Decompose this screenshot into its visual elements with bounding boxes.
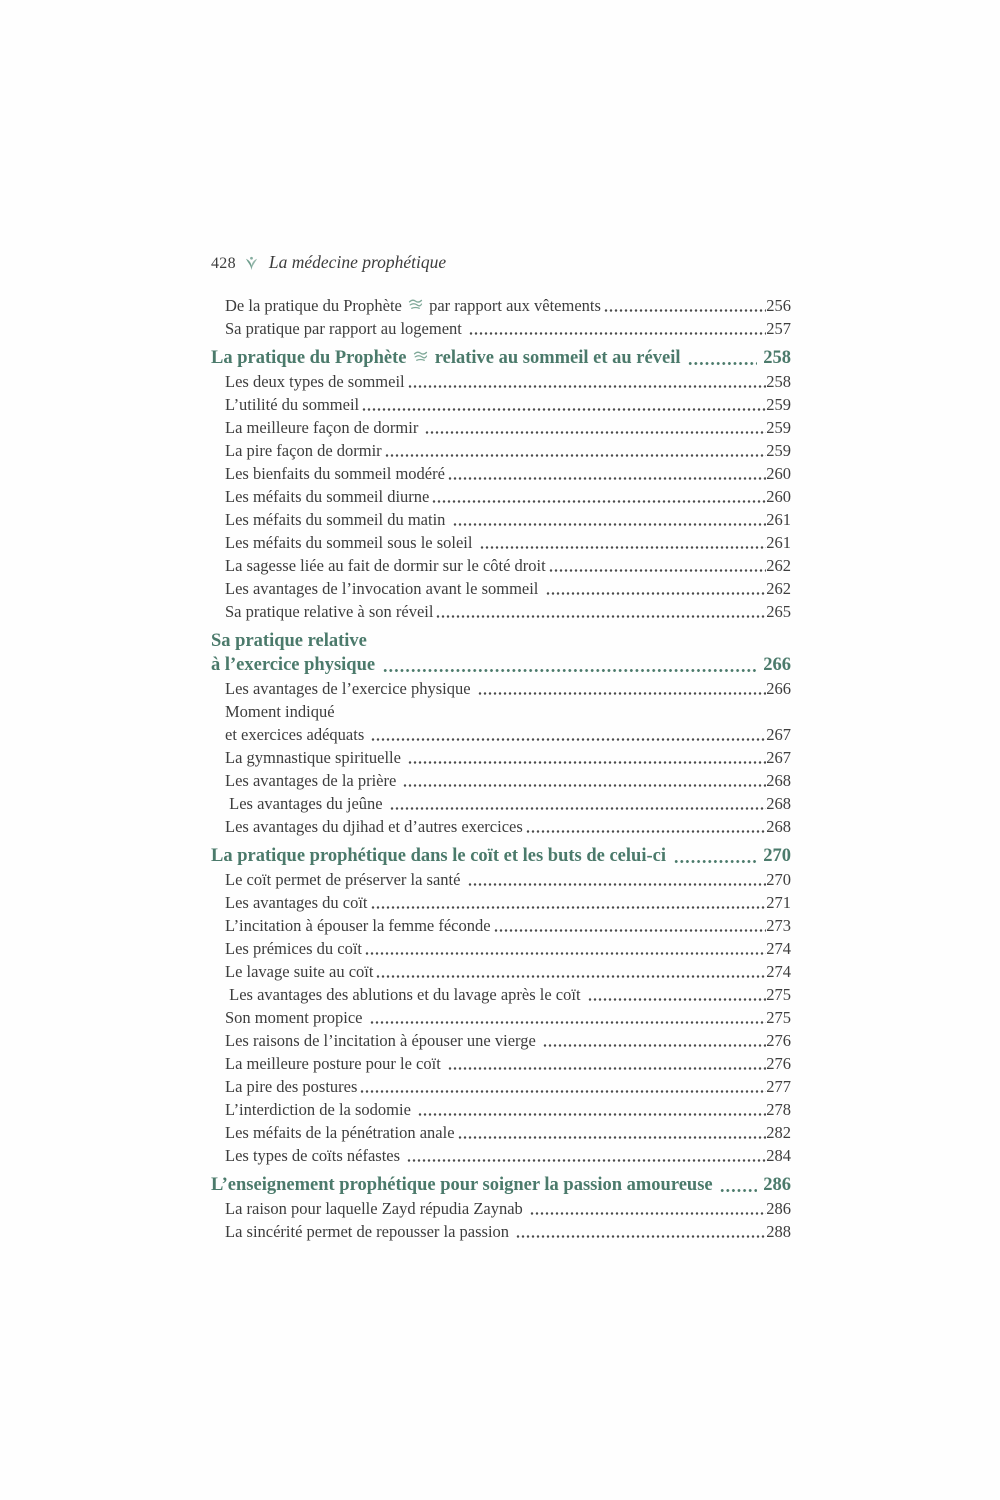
toc-entry-row: [225, 959, 791, 982]
dot-leader: [418, 1109, 766, 1117]
toc-entry-label: Sa pratique relative à son réveil: [225, 602, 434, 621]
toc-entry-row: [225, 768, 791, 791]
toc-section: [211, 843, 791, 1166]
toc-page-number: 275: [766, 1008, 791, 1027]
dot-leader: [604, 305, 766, 313]
dot-leader: [360, 1086, 766, 1094]
toc-page-number: 266: [766, 679, 791, 698]
toc-heading-row: [211, 628, 791, 652]
toc-heading-row: [211, 1172, 791, 1196]
dot-leader: [453, 519, 767, 527]
toc-section: [211, 345, 791, 622]
toc-page-number: 270: [763, 846, 791, 866]
toc-entry-row: [225, 791, 791, 814]
toc-entry-row: [225, 1196, 791, 1219]
toc-entry-row: [225, 1005, 791, 1028]
toc-entry-label: Les avantages de l’exercice physique: [225, 679, 475, 698]
toc-entry-row: [225, 867, 791, 890]
toc-page-number: 257: [766, 319, 791, 338]
toc-entry-row: [225, 293, 791, 316]
toc-entry-label: Les avantages du jeûne: [225, 794, 387, 813]
toc-page-number: 258: [766, 372, 791, 391]
toc-entry-label: Sa pratique par rapport au logement: [225, 319, 466, 338]
toc-entry-label: La sincérité permet de repousser la passion: [225, 1222, 514, 1241]
toc-entry-label: Le lavage suite au coït: [225, 962, 374, 981]
toc-page-number: 261: [766, 533, 791, 552]
toc-page-number: 278: [766, 1100, 791, 1119]
dot-leader: [720, 1185, 757, 1193]
toc-entry-label: La pire des postures: [225, 1077, 358, 1096]
toc-entry-label: Les raisons de l’incitation à épouser une vierge: [225, 1031, 540, 1050]
toc-page-number: 260: [766, 487, 791, 506]
toc-page-number: 270: [766, 870, 791, 889]
dot-leader: [516, 1231, 766, 1239]
dot-leader: [403, 780, 766, 788]
toc-entry-row: [225, 1028, 791, 1051]
dot-leader: [385, 450, 767, 458]
toc-heading-label: La pratique du Prophète relative au sommeil et au réveil: [211, 348, 686, 368]
toc-entry-label: Les méfaits de la pénétration anale: [225, 1123, 455, 1142]
toc-entry-row: [225, 1120, 791, 1143]
toc-entry-row: [225, 1097, 791, 1120]
toc-entry-row: [225, 392, 791, 415]
toc-page-number: 259: [766, 441, 791, 460]
toc-entry-row: [225, 553, 791, 576]
toc-page-number: 267: [766, 748, 791, 767]
toc-entry-row: [225, 982, 791, 1005]
toc-entry-row: [225, 530, 791, 553]
toc-heading-label: Sa pratique relative: [211, 631, 367, 651]
toc-page-number: 288: [766, 1222, 791, 1241]
toc-entry-row: [225, 461, 791, 484]
toc-section: [211, 293, 791, 339]
dot-leader: [370, 1017, 767, 1025]
dot-leader: [480, 542, 767, 550]
dot-leader: [448, 473, 766, 481]
dot-leader: [469, 328, 766, 336]
table-of-contents: [211, 293, 791, 1242]
toc-entry-row: [225, 1051, 791, 1074]
dot-leader: [448, 1063, 766, 1071]
toc-entry-row: [225, 484, 791, 507]
dot-leader: [549, 565, 767, 573]
page-content: [211, 252, 791, 1242]
toc-page-number: 275: [766, 985, 791, 1004]
dot-leader: [408, 757, 766, 765]
toc-page-number: 282: [766, 1123, 791, 1142]
toc-entry-label: La raison pour laquelle Zayd répudia Zaynab: [225, 1199, 527, 1218]
toc-heading-row: [211, 843, 791, 867]
toc-page-number: 268: [766, 771, 791, 790]
toc-entry-row: [225, 913, 791, 936]
toc-entry-label: Son moment propice: [225, 1008, 367, 1027]
toc-page-number: 284: [766, 1146, 791, 1165]
toc-heading-row: [211, 652, 791, 676]
toc-entry-label: Les prémices du coït: [225, 939, 362, 958]
running-header: [211, 252, 791, 274]
toc-entry-label: et exercices adéquats: [225, 725, 369, 744]
dot-leader: [494, 925, 767, 933]
toc-page-number: 258: [763, 348, 791, 368]
dot-leader: [674, 856, 758, 864]
toc-entry-row: [225, 936, 791, 959]
dot-leader: [546, 588, 767, 596]
saw-calligraphy-icon: [413, 350, 428, 363]
toc-heading-label: à l’exercice physique: [211, 655, 380, 675]
toc-entry-label: Les méfaits du sommeil du matin: [225, 510, 450, 529]
fleuron-icon: [245, 256, 258, 271]
toc-page-number: 286: [766, 1199, 791, 1218]
dot-leader: [526, 826, 766, 834]
toc-entry-label: Les types de coïts néfastes: [225, 1146, 405, 1165]
saw-calligraphy-icon: [408, 298, 423, 311]
toc-section: [211, 628, 791, 837]
folio-page-number: 428: [211, 255, 236, 272]
toc-entry-row: [225, 1074, 791, 1097]
dot-leader: [365, 948, 766, 956]
toc-entry-label: Les avantages de l’invocation avant le sommeil: [225, 579, 543, 598]
toc-entry-label: L’utilité du sommeil: [225, 395, 360, 414]
toc-entry-label: Moment indiqué: [225, 702, 335, 721]
toc-page-number: 259: [766, 418, 791, 437]
toc-entry-row: [225, 438, 791, 461]
toc-entry-row: [225, 599, 791, 622]
toc-page-number: 262: [766, 556, 791, 575]
dot-leader: [408, 381, 767, 389]
toc-entry-label: La gymnastique spirituelle: [225, 748, 406, 767]
toc-heading-label: La pratique prophétique dans le coït et les buts de celui-ci: [211, 846, 671, 866]
toc-entry-label: Les avantages du djihad et d’autres exercices: [225, 817, 523, 836]
toc-entry-row: [225, 576, 791, 599]
toc-page-number: 259: [766, 395, 791, 414]
toc-entry-row: [225, 676, 791, 699]
toc-entry-row: [225, 890, 791, 913]
toc-entry-label: Le coït permet de préserver la santé: [225, 870, 465, 889]
toc-page-number: 268: [766, 817, 791, 836]
dot-leader: [478, 688, 767, 696]
dot-leader: [432, 496, 766, 504]
toc-entry-label: La pire façon de dormir: [225, 441, 382, 460]
toc-heading-label: L’enseignement prophétique pour soigner la passion amoureuse: [211, 1175, 718, 1195]
toc-entry-label: Les avantages du coït: [225, 893, 368, 912]
toc-entry-row: [225, 1219, 791, 1242]
toc-page-number: 261: [766, 510, 791, 529]
toc-entry-row: [225, 507, 791, 530]
dot-leader: [588, 994, 767, 1002]
toc-page-number: 274: [766, 939, 791, 958]
toc-entry-label: L’incitation à épouser la femme féconde: [225, 916, 491, 935]
toc-page-number: 268: [766, 794, 791, 813]
toc-entry-label: Les avantages des ablutions et du lavage après le coït: [225, 985, 585, 1004]
running-title: La médecine prophétique: [268, 252, 447, 272]
dot-leader: [371, 734, 766, 742]
dot-leader: [376, 971, 766, 979]
toc-entry-row: [225, 699, 791, 722]
toc-entry-label: Les méfaits du sommeil sous le soleil: [225, 533, 477, 552]
dot-leader: [543, 1040, 766, 1048]
toc-page-number: 276: [766, 1054, 791, 1073]
toc-entry-row: [225, 316, 791, 339]
toc-page-number: 276: [766, 1031, 791, 1050]
toc-heading-row: [211, 345, 791, 369]
toc-page-number: 260: [766, 464, 791, 483]
toc-page-number: 271: [766, 893, 791, 912]
dot-leader: [530, 1208, 766, 1216]
toc-entry-label: De la pratique du Prophète par rapport aux vêtements: [225, 296, 601, 315]
dot-leader: [371, 902, 767, 910]
toc-page-number: 265: [766, 602, 791, 621]
toc-entry-label: Les bienfaits du sommeil modéré: [225, 464, 445, 483]
toc-page-number: 286: [763, 1175, 791, 1195]
toc-entry-row: [225, 1143, 791, 1166]
toc-entry-row: [225, 369, 791, 392]
dot-leader: [383, 665, 758, 673]
toc-entry-label: Les méfaits du sommeil diurne: [225, 487, 430, 506]
dot-leader: [407, 1155, 766, 1163]
toc-page-number: 256: [766, 296, 791, 315]
toc-entry-label: La sagesse liée au fait de dormir sur le côté droit: [225, 556, 546, 575]
toc-entry-label: La meilleure posture pour le coït: [225, 1054, 445, 1073]
dot-leader: [362, 404, 766, 412]
toc-entry-row: [225, 415, 791, 438]
toc-page-number: 267: [766, 725, 791, 744]
toc-section: [211, 1172, 791, 1242]
toc-page-number: 277: [766, 1077, 791, 1096]
toc-entry-row: [225, 814, 791, 837]
toc-page-number: 266: [763, 655, 791, 675]
toc-entry-label: La meilleure façon de dormir: [225, 418, 423, 437]
dot-leader: [458, 1132, 767, 1140]
toc-entry-label: Les deux types de sommeil: [225, 372, 405, 391]
toc-page-number: 273: [766, 916, 791, 935]
toc-entry-label: Les avantages de la prière: [225, 771, 401, 790]
toc-entry-label: L’interdiction de la sodomie: [225, 1100, 416, 1119]
dot-leader: [688, 358, 757, 366]
dot-leader: [425, 427, 766, 435]
toc-entry-row: [225, 722, 791, 745]
toc-page-number: 274: [766, 962, 791, 981]
toc-entry-row: [225, 745, 791, 768]
dot-leader: [468, 879, 767, 887]
dot-leader: [436, 611, 766, 619]
toc-page-number: 262: [766, 579, 791, 598]
dot-leader: [390, 803, 767, 811]
